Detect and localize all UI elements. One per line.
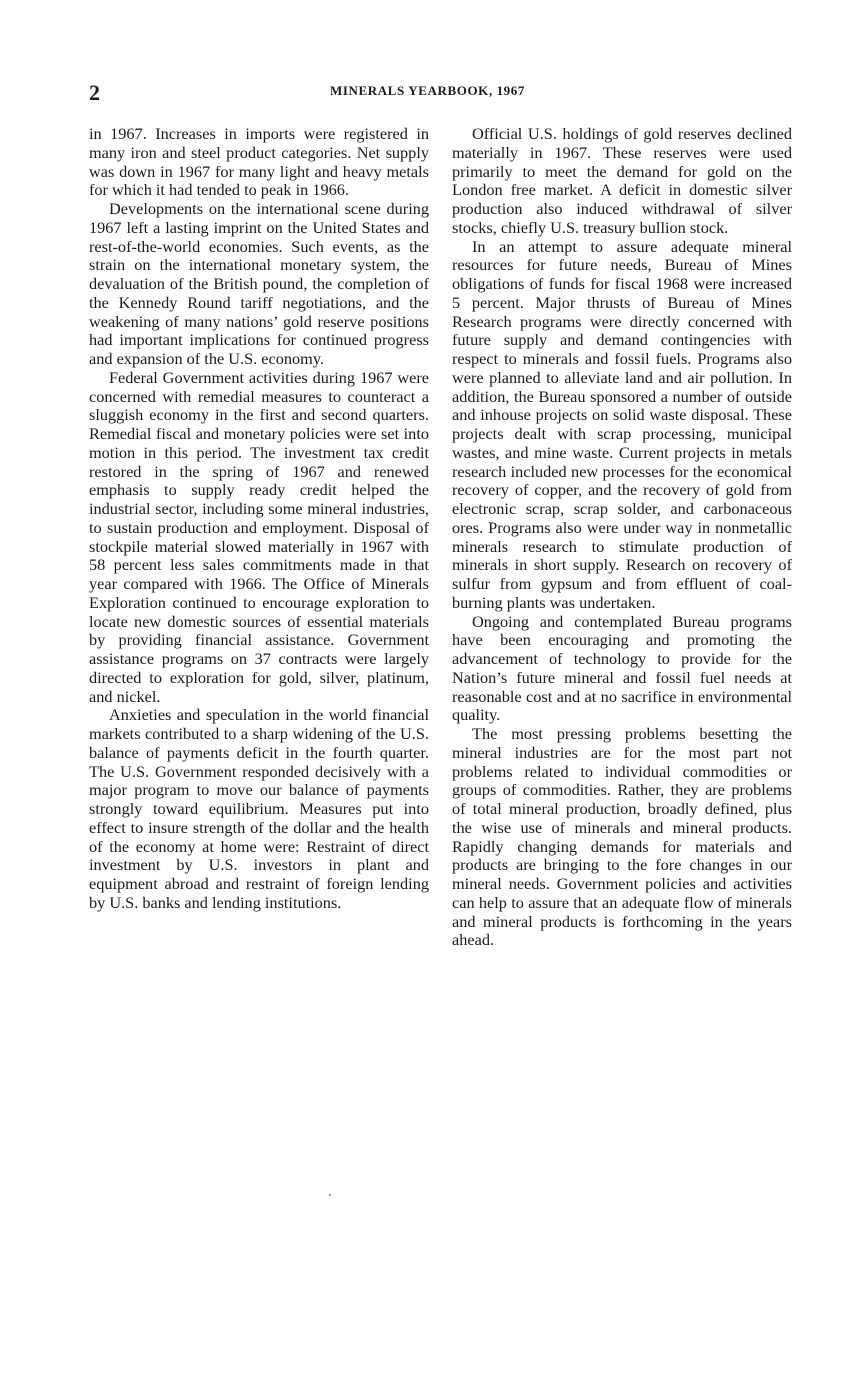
paragraph: Developments on the international scene during 1967 left a lasting imprint on the United States and rest-of-the-world economies. Such events, as the strain on the international monetary system, the devaluation of the British pound, the completion of the Kennedy Round tariff negotiations, and the weakening of many nations’ gold reserve positions had important implications for continued progress and expansion of the U.S. economy. <box>89 199 429 368</box>
paragraph: Official U.S. holdings of gold reserves declined materially in 1967. These reserves were used primarily to meet the demand for gold on the London free market. A deficit in domestic silver production also induced withdrawal of silver stocks, chiefly U.S. treasury bullion stock. <box>452 124 792 237</box>
scan-speck <box>329 1194 331 1196</box>
paragraph: in 1967. Increases in imports were registered in many iron and steel product categories. Net supply was down in 1967 for many light and heavy metals for which it had tended to peak in 1966. <box>89 124 429 200</box>
right-column <box>452 125 792 950</box>
paragraph: Anxieties and speculation in the world financial markets contributed to a sharp widening of the U.S. balance of payments deficit in the fourth quarter. The U.S. Government responded decisively with a major program to move our balance of payments strongly toward equilibrium. Measures put into effect to insure strength of the dollar and the health of the economy at home were: Restraint of direct investment by U.S. investors in plant and equipment abroad and restraint of foreign lending by U.S. banks and lending institutions. <box>89 705 429 912</box>
left-column <box>89 125 429 913</box>
running-head: MINERALS YEARBOOK, 1967 <box>330 83 525 98</box>
paragraph: Federal Government activities during 1967 were concerned with remedial measures to counteract a sluggish economy in the first and second quarters. Remedial fiscal and monetary policies were set into motion in this period. The investment tax credit restored in the spring of 1967 and renewed emphasis to supply ready credit helped the industrial sector, including some mineral industries, to sustain production and employment. Disposal of stockpile material slowed materially in 1967 with 58 percent less sales commitments made in that year compared with 1966. The Office of Minerals Exploration continued to encourage exploration to locate new domestic sources of essential materials by providing financial assistance. Government assistance programs on 37 contracts were largely directed to exploration for gold, silver, platinum, and nickel. <box>89 367 429 706</box>
page-number: 2 <box>89 80 100 105</box>
paragraph: In an attempt to assure adequate mineral resources for future needs, Bureau of Mines obligations of funds for fiscal 1968 were increased 5 percent. Major thrusts of Bureau of Mines Research programs were directly concerned with future supply and demand contingencies with respect to minerals and fossil fuels. Programs also were planned to alleviate land and air pollution. In addition, the Bureau sponsored a number of outside and inhouse projects on solid waste disposal. These projects dealt with scrap processing, municipal wastes, and mine waste. Current projects in metals research included new processes for the economical recovery of copper, and the recovery of gold from electronic scrap, scrap solder, and carbonaceous ores. Programs also were under way in nonmetallic minerals research to stimulate production of minerals in short supply. Research on recovery of sulfur from gypsum and from effluent of coal-burning plants was undertaken. <box>452 236 792 612</box>
paragraph: The most pressing problems besetting the mineral industries are for the most part not problems related to individual commodities or groups of commodities. Rather, they are problems of total mineral production, broadly defined, plus the wise use of minerals and mineral products. Rapidly changing demands for materials and products are bringing to the fore changes in our mineral needs. Government policies and activities can help to assure that an adequate flow of minerals and mineral products is forthcoming in the years ahead. <box>452 724 792 950</box>
paragraph: Ongoing and contemplated Bureau programs have been encouraging and promoting the advancement of technology to provide for the Nation’s future mineral and fossil fuel needs at reasonable cost and at no sacrifice in environmental quality. <box>452 611 792 725</box>
